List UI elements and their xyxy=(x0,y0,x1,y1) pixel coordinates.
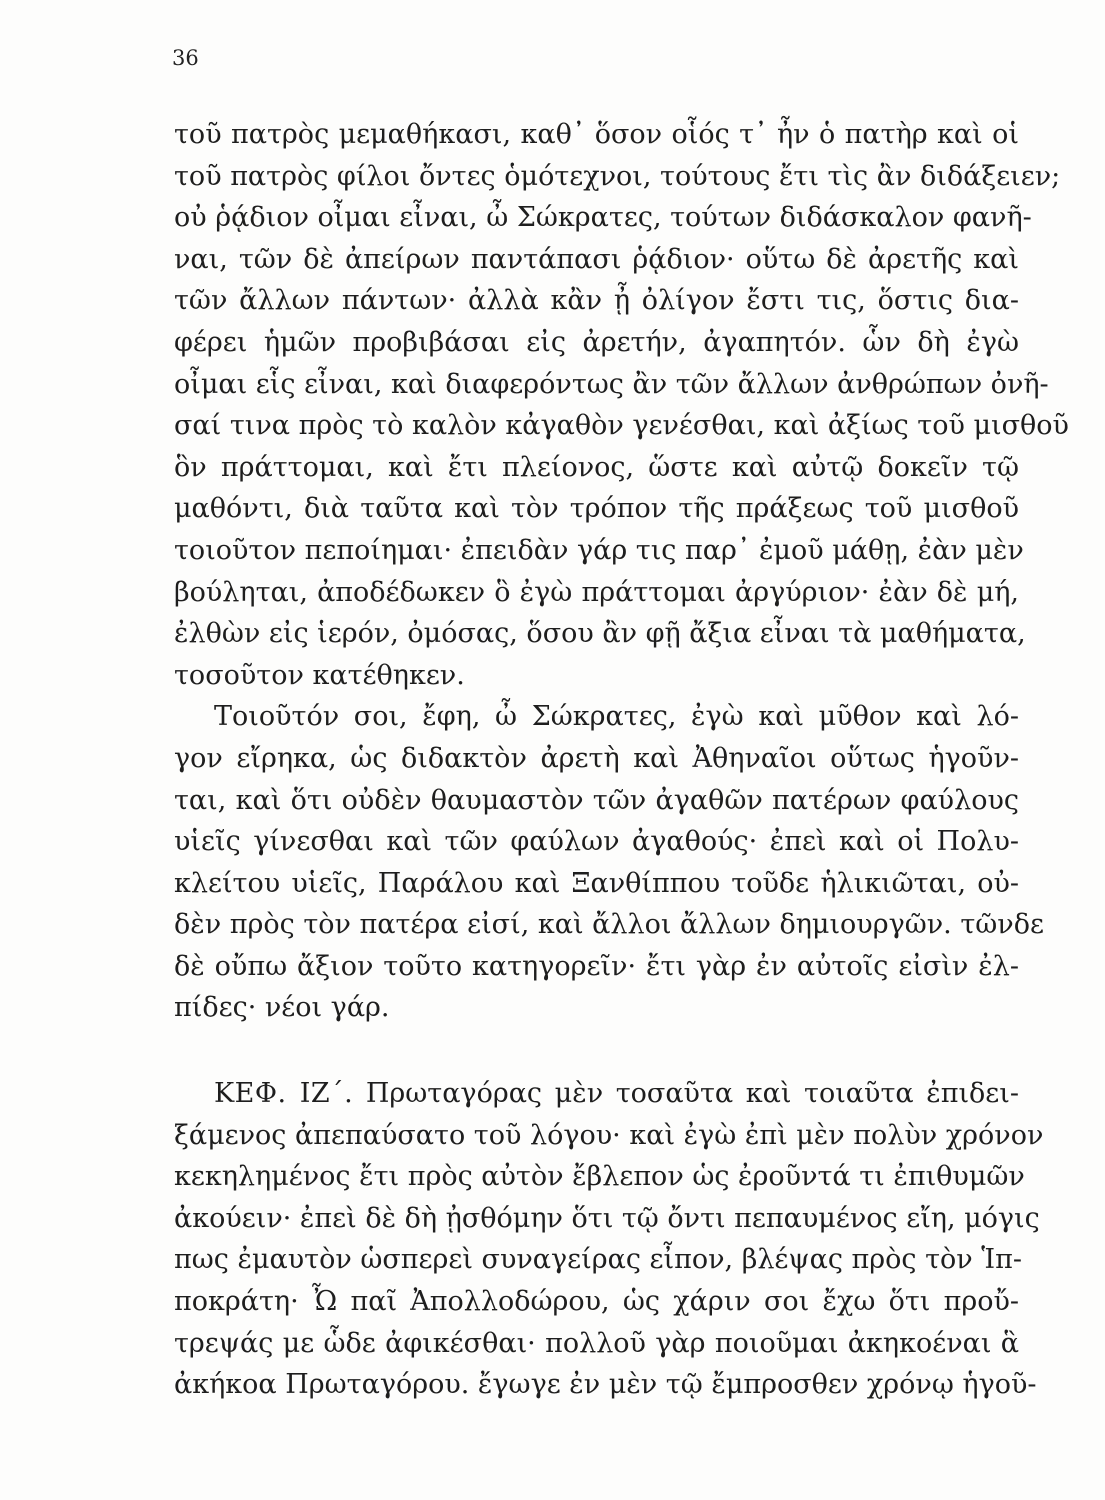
text-line: ται, καὶ ὅτι οὐδὲν θαυμαστὸν τῶν ἀγαθῶν πατέρων φαύλους xyxy=(174,784,1019,816)
text-line: τοῦ πατρὸς μεμαθήκασι, καθ᾽ ὅσον οἷός τ᾽ ἦν ὁ πατὴρ καὶ οἱ xyxy=(174,119,1019,150)
body-text xyxy=(174,114,1069,1406)
text-line: ἐλθὼν εἰς ἱερόν, ὀμόσας, ὅσου ἂν φῇ ἄξια εἶναι τὰ μαθήματα, xyxy=(174,618,1026,650)
text-line: ναι, τῶν δὲ ἀπείρων παντάπασι ῥᾴδιον· οὕτω δὲ ἀρετῆς καὶ xyxy=(174,243,1019,275)
text-line: πίδες· νέοι γάρ. xyxy=(174,992,390,1024)
text-line: γον εἴρηκα, ὡς διδακτὸν ἀρετὴ καὶ Ἀθηναῖοι οὕτως ἡγοῦν- xyxy=(174,742,1019,774)
page-number: 36 xyxy=(172,46,199,70)
text-line: ξάμενος ἀπεπαύσατο τοῦ λόγου· καὶ ἐγὼ ἐπὶ μὲν πολὺν χρόνον xyxy=(174,1119,1044,1151)
text-line: σαί τινα πρὸς τὸ καλὸν κἀγαθὸν γενέσθαι, καὶ ἀξίως τοῦ μισθοῦ xyxy=(174,410,1069,442)
text-line: ὃν πράττομαι, καὶ ἔτι πλείονος, ὥστε καὶ αὐτῷ δοκεῖν τῷ xyxy=(174,451,1019,483)
text-line: ποκράτη· Ὦ παῖ Ἀπολλοδώρου, ὡς χάριν σοι ἔχω ὅτι προὔ- xyxy=(174,1286,1019,1318)
chapter-first-line xyxy=(174,1073,1019,1115)
chapter-spacer xyxy=(174,1029,1019,1073)
chapter-heading: ΚΕΦ. ΙΖ΄. xyxy=(214,1078,354,1110)
text-line: τοσοῦτον κατέθηκεν. xyxy=(174,659,465,691)
text-line: μαθόντι, διὰ ταῦτα καὶ τὸν τρόπον τῆς πράξεως τοῦ μισθοῦ xyxy=(174,493,1019,525)
text-line: ἀκήκοα Πρωταγόρου. ἔγωγε ἐν μὲν τῷ ἔμπροσθεν χρόνῳ ἡγοῦ- xyxy=(174,1369,1037,1401)
text-line: πως ἐμαυτὸν ὡσπερεὶ συναγείρας εἶπον, βλέψας πρὸς τὸν Ἱπ- xyxy=(174,1244,1022,1276)
text-line: τοιοῦτον πεποίημαι· ἐπειδὰν γάρ τις παρ᾽ ἐμοῦ μάθῃ, ἐὰν μὲν xyxy=(174,534,1024,566)
text-line: τοῦ πατρὸς φίλοι ὄντες ὁμότεχνοι, τούτους ἔτι τὶς ἂν διδάξειεν; xyxy=(174,160,1061,192)
text-line: δὲν πρὸς τὸν πατέρα εἰσί, καὶ ἄλλοι ἄλλων δημιουργῶν. τῶνδε xyxy=(174,909,1044,941)
text-line: ἀκούειν· ἐπεὶ δὲ δὴ ᾐσθόμην ὅτι τῷ ὄντι πεπαυμένος εἴη, μόγις xyxy=(174,1202,1040,1234)
text-line: υἱεῖς γίνεσθαι καὶ τῶν φαύλων ἀγαθούς· ἐπεὶ καὶ οἱ Πολυ- xyxy=(174,826,1019,858)
paragraph-1 xyxy=(174,114,1069,696)
text-line: οὐ ῥᾴδιον οἶμαι εἶναι, ὦ Σώκρατες, τούτων διδάσκαλον φανῆ- xyxy=(174,202,1032,234)
paragraph-2 xyxy=(174,696,1044,1029)
text-line: τῶν ἄλλων πάντων· ἀλλὰ κἂν ᾖ ὀλίγον ἔστι τις, ὅστις δια- xyxy=(174,285,1019,317)
text-line: Τοιοῦτόν σοι, ἔφη, ὦ Σώκρατες, ἐγὼ καὶ μῦθον καὶ λό- xyxy=(214,701,1019,733)
text-line: κεκηλημένος ἔτι πρὸς αὐτὸν ἔβλεπον ὡς ἐροῦντά τι ἐπιθυμῶν xyxy=(174,1161,1025,1193)
text-line: φέρει ἡμῶν προβιβάσαι εἰς ἀρετήν, ἀγαπητόν. ὧν δὴ ἐγὼ xyxy=(174,326,1019,358)
text-line: δὲ οὔπω ἄξιον τοῦτο κατηγορεῖν· ἔτι γὰρ ἐν αὐτοῖς εἰσὶν ἐλ- xyxy=(174,950,1019,982)
text-line: οἶμαι εἷς εἶναι, καὶ διαφερόντως ἂν τῶν ἄλλων ἀνθρώπων ὀνῆ- xyxy=(174,368,1049,400)
chapter-17-paragraph xyxy=(174,1073,1044,1406)
text-line: κλείτου υἱεῖς, Παράλου καὶ Ξανθίππου τοῦδε ἡλικιῶται, οὐ- xyxy=(174,867,1019,899)
text-line: βούληται, ἀποδέδωκεν ὃ ἐγὼ πράττομαι ἀργύριον· ἐὰν δὲ μή, xyxy=(174,576,1019,608)
chapter-first-line-text: Πρωταγόρας μὲν τοσαῦτα καὶ τοιαῦτα ἐπιδει- xyxy=(365,1078,1019,1110)
text-line: τρεψάς με ὧδε ἀφικέσθαι· πολλοῦ γὰρ ποιοῦμαι ἀκηκοέναι ἃ xyxy=(174,1327,1019,1359)
